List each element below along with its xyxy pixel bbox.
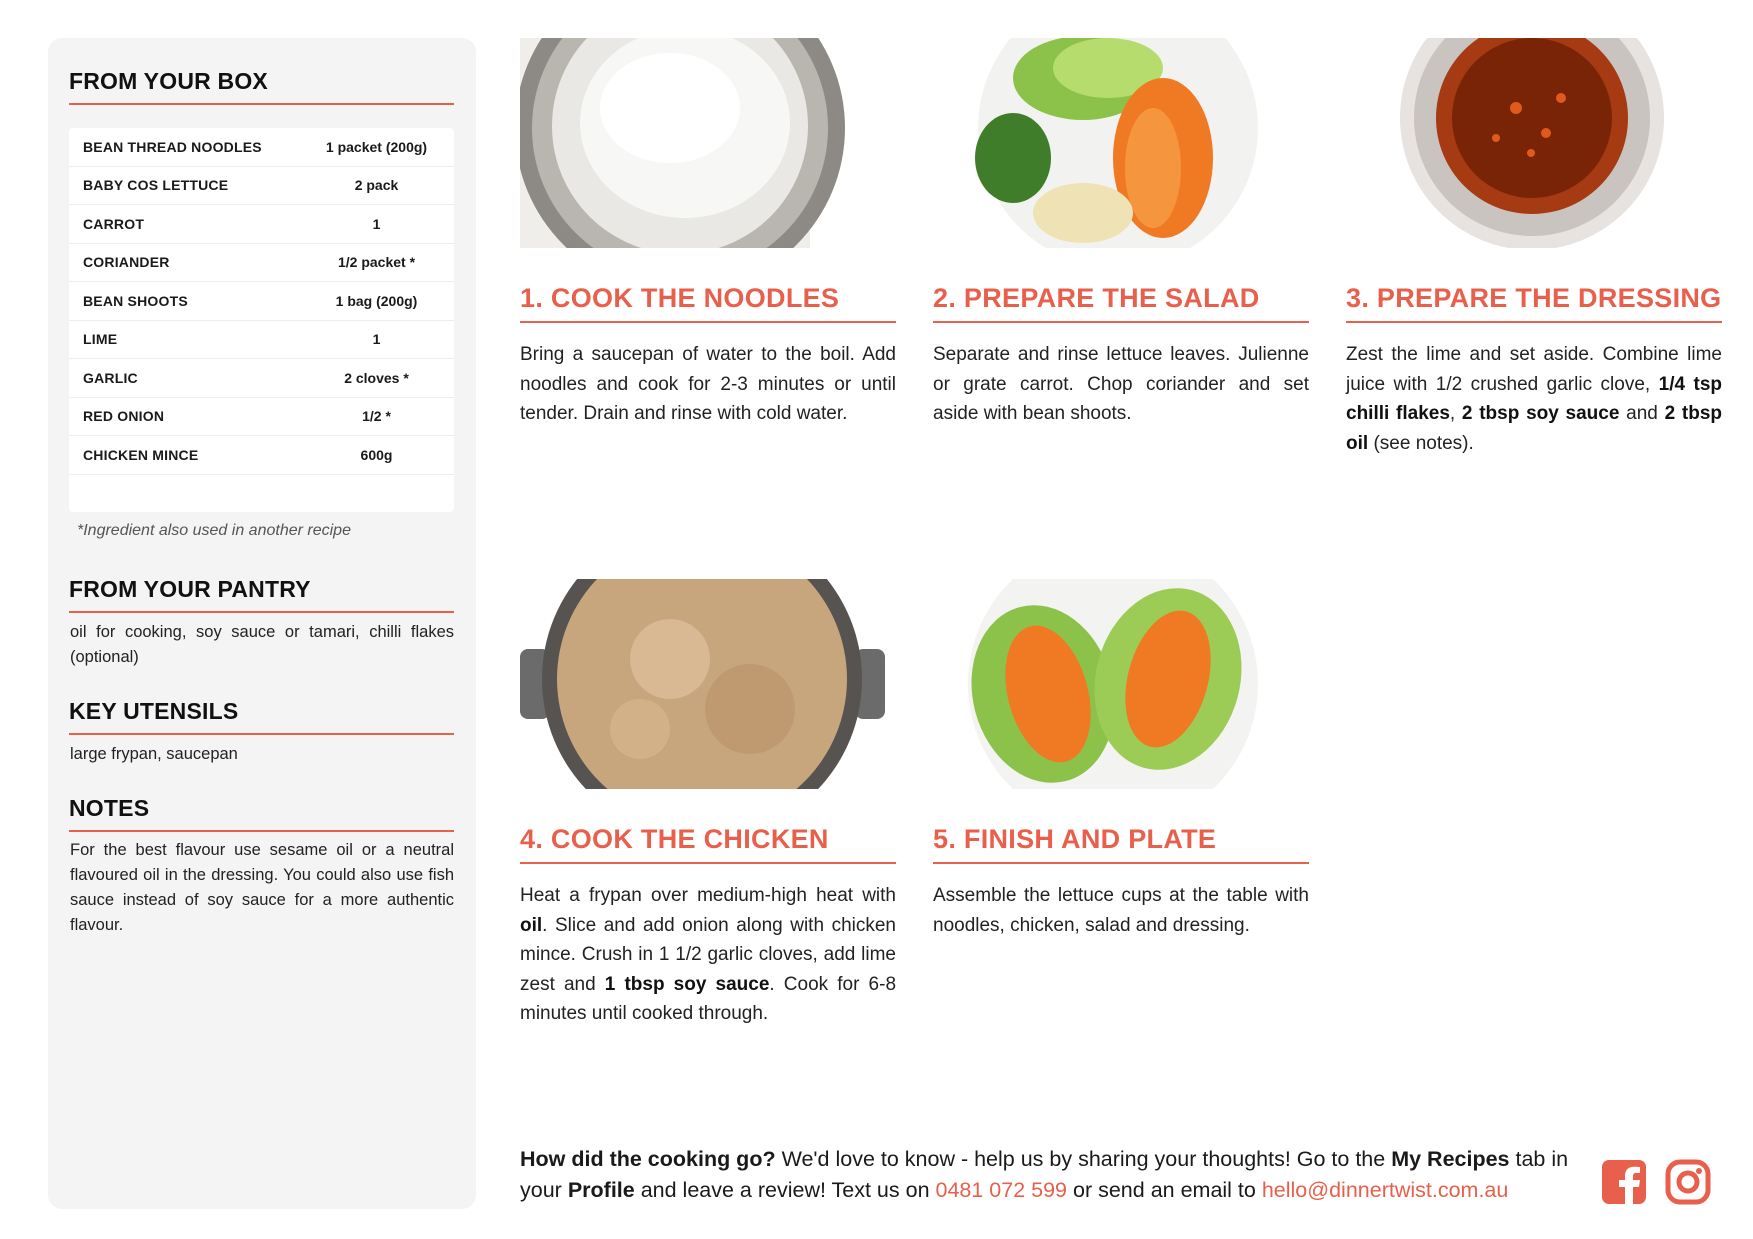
step-text-bold: 1/4 tsp chilli flakes — [1346, 373, 1722, 424]
step-text-run: Separate and rinse lettuce leaves. Julienne or grate carrot. Chop coriander and set aside with bean shoots. — [933, 344, 1309, 424]
step-text — [1346, 340, 1722, 458]
footer-text: or send an email to — [1067, 1178, 1262, 1202]
lettuce-cups-photo — [933, 579, 1309, 789]
step-title: 4. COOK THE CHICKEN — [520, 824, 896, 864]
from-your-box-heading: FROM YOUR BOX — [69, 68, 454, 105]
step-text-run: . Slice and add onion along with chicken mince. Crush in 1 1/2 garlic cloves, add lime zest and — [520, 914, 896, 995]
key-utensils-heading: KEY UTENSILS — [69, 698, 454, 735]
step-text-run: Assemble the lettuce cups at the table with noodles, chicken, salad and dressing. — [933, 885, 1309, 936]
step-4 — [520, 579, 896, 1029]
feedback-footer — [520, 1144, 1580, 1206]
step-text-run: , — [1449, 403, 1462, 424]
notes-heading: NOTES — [69, 795, 454, 832]
utensils-text: large frypan, saucepan — [70, 745, 238, 763]
step-5 — [933, 579, 1309, 940]
ingredient-row — [69, 244, 454, 283]
salad-photo — [933, 38, 1309, 248]
ingredient-qty: 1 bag (200g) — [335, 292, 418, 309]
step-text-bold: oil — [520, 914, 543, 936]
ingredient-qty: 1 — [372, 331, 381, 348]
my-recipes-link[interactable]: My Recipes — [1391, 1147, 1510, 1171]
dressing-photo — [1346, 38, 1722, 248]
ingredient-name: CHICKEN MINCE — [83, 446, 199, 463]
step-3 — [1346, 38, 1722, 458]
ingredient-row — [69, 128, 454, 167]
ingredient-name: CARROT — [83, 215, 145, 232]
ingredient-row — [69, 321, 454, 360]
ingredient-row — [69, 436, 454, 475]
step-text-bold: 2 tbsp soy sauce — [1461, 403, 1620, 424]
email-link[interactable]: hello@dinnertwist.com.au — [1261, 1178, 1509, 1202]
ingredient-qty: 2 cloves * — [344, 369, 409, 386]
step-text-run: Zest the lime and set aside. Combine lime juice with 1/2 crushed garlic clove, — [1346, 344, 1722, 395]
footer-question: How did the cooking go? — [520, 1147, 776, 1171]
step-text-bold: 1 tbsp soy sauce — [604, 973, 770, 995]
ingredient-name: LIME — [83, 331, 118, 348]
step-title: 1. COOK THE NOODLES — [520, 283, 896, 323]
ingredient-name: RED ONION — [83, 408, 165, 425]
step-title: 5. FINISH AND PLATE — [933, 824, 1309, 864]
step-text — [520, 881, 896, 1029]
ingredient-row — [69, 359, 454, 398]
ingredient-qty: 600g — [360, 446, 393, 463]
ingredient-row — [69, 282, 454, 321]
step-text-run: Heat a frypan over medium-high heat with — [520, 885, 896, 906]
ingredient-name: BEAN THREAD NOODLES — [83, 138, 262, 155]
step-2 — [933, 38, 1309, 429]
step-title: 3. PREPARE THE DRESSING — [1346, 283, 1722, 323]
footer-text: and leave a review! Text us on — [634, 1178, 936, 1202]
ingredient-row — [69, 167, 454, 206]
facebook-icon[interactable] — [1600, 1158, 1648, 1206]
step-1 — [520, 38, 896, 429]
step-title: 2. PREPARE THE SALAD — [933, 283, 1309, 323]
step-text — [933, 881, 1309, 940]
notes-text: For the best flavour use sesame oil or a neutral flavoured oil in the dressing. You could also use fish sauce instead of soy sauce for a more authentic flavour. — [70, 841, 454, 934]
step-text — [520, 340, 896, 429]
ingredient-row — [69, 205, 454, 244]
phone-link[interactable]: 0481 072 599 — [935, 1178, 1068, 1202]
ingredient-qty: 1/2 packet * — [337, 254, 416, 271]
ingredient-name: BEAN SHOOTS — [83, 292, 188, 309]
footer-text: We'd love to know - help us by sharing your thoughts! Go to the — [775, 1147, 1392, 1171]
step-text-run: . Cook for 6-8 minutes until cooked through. — [520, 973, 897, 1024]
ingredient-row — [69, 398, 454, 437]
ingredient-name: CORIANDER — [83, 254, 170, 271]
footer-text: tab in your — [520, 1147, 1569, 1202]
pantry-text: oil for cooking, soy sauce or tamari, chilli flakes (optional) — [70, 623, 454, 666]
ingredient-qty: 1 packet (200g) — [325, 138, 428, 155]
ingredient-name: BABY COS LETTUCE — [83, 177, 229, 194]
from-your-pantry-heading: FROM YOUR PANTRY — [69, 576, 454, 613]
instagram-icon[interactable] — [1664, 1158, 1712, 1206]
step-text-run: (see notes). — [1368, 432, 1474, 454]
ingredient-qty: 2 pack — [354, 177, 399, 194]
step-text-run: and — [1619, 403, 1665, 424]
step-text-bold: 2 tbsp oil — [1346, 403, 1723, 454]
chicken-photo — [520, 579, 896, 789]
profile-link[interactable]: Profile — [567, 1178, 635, 1202]
ingredients-table — [69, 128, 454, 512]
ingredient-footnote: *Ingredient also used in another recipe — [77, 522, 351, 539]
ingredient-name: GARLIC — [83, 369, 138, 386]
step-text-run: Bring a saucepan of water to the boil. Add noodles and cook for 2-3 minutes or until tender. Drain and rinse with cold water. — [520, 344, 896, 424]
noodles-photo — [520, 38, 896, 248]
ingredients-sidebar — [48, 38, 476, 1209]
ingredient-qty: 1 — [372, 215, 381, 232]
ingredient-qty: 1/2 * — [362, 408, 391, 425]
step-text — [933, 340, 1309, 429]
